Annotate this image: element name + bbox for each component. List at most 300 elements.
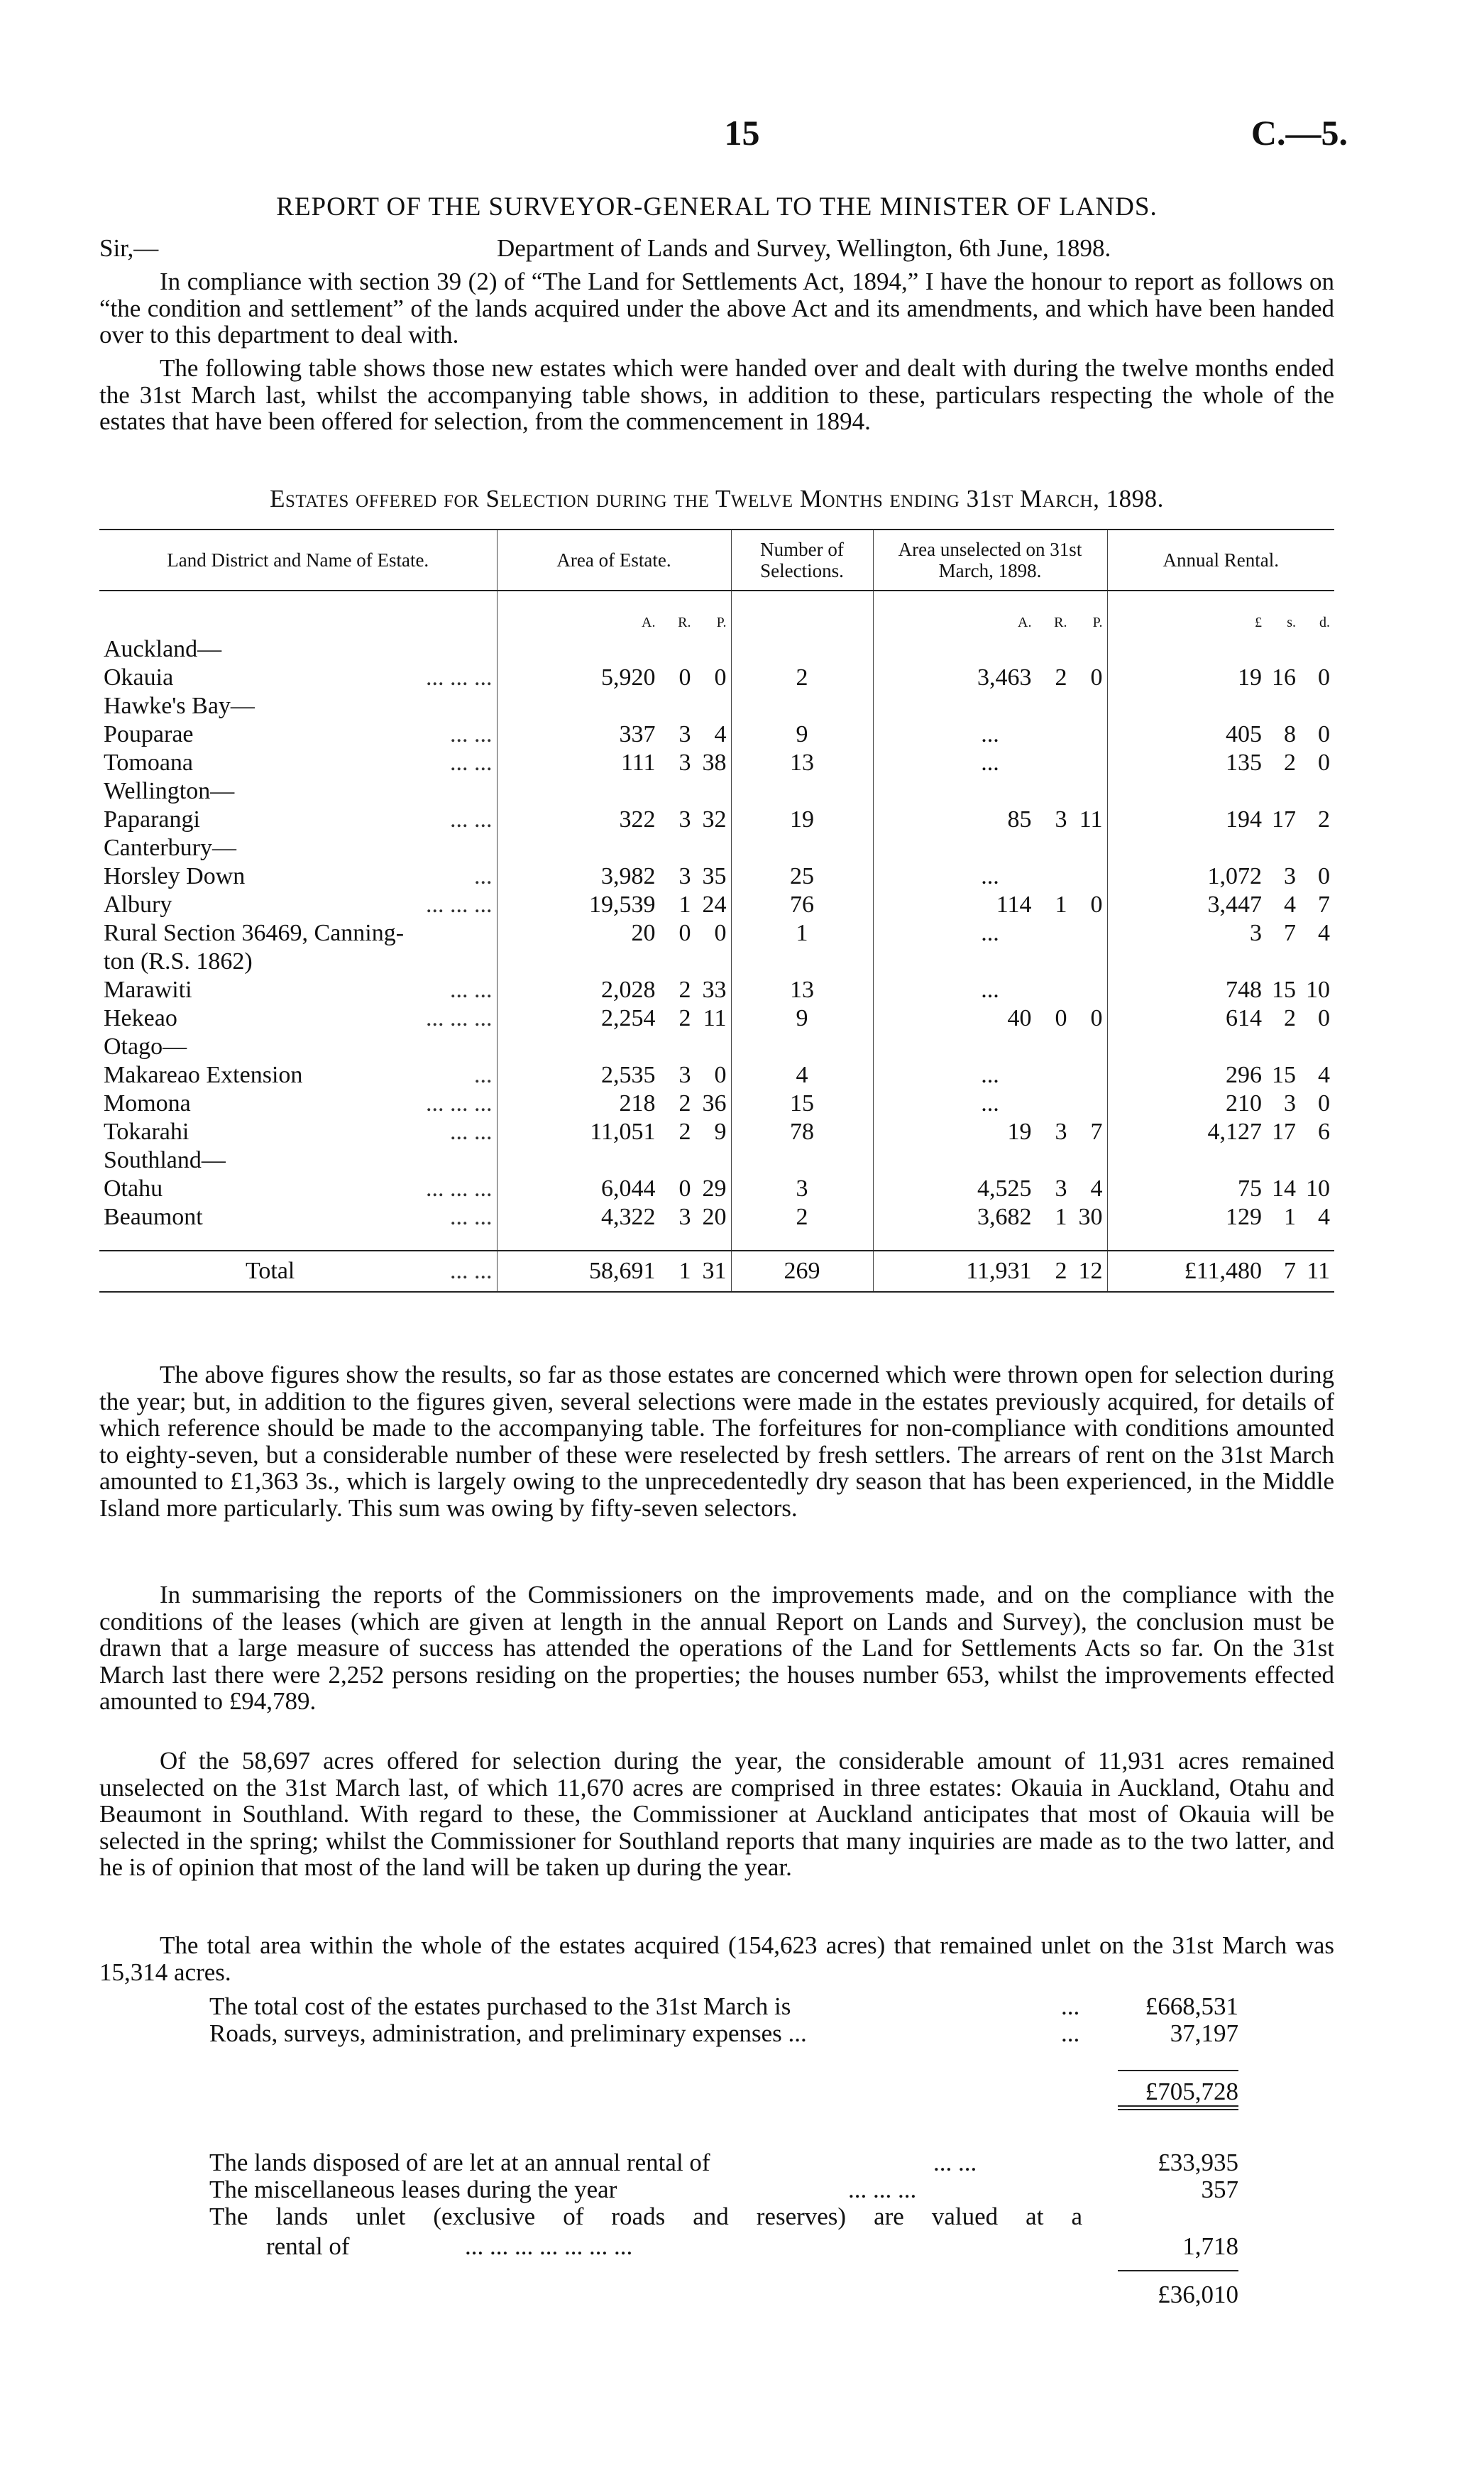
leader-dots: ... ... [450, 806, 493, 833]
estate-name-text: Momona [104, 1090, 191, 1117]
unselected-cell-part: 3,463 [977, 664, 1032, 691]
area-cell [497, 1061, 731, 1090]
unselected-cell-part: 114 [996, 892, 1032, 918]
empty-cell [497, 635, 731, 664]
unselected-cell [873, 1118, 1107, 1146]
rental-label: rental of [266, 2232, 350, 2260]
rental-cell-part: 1 [1284, 1204, 1296, 1230]
rental-dots: ... ... [933, 2149, 977, 2176]
rental-row [209, 2176, 1238, 2203]
total-area-part: 31 [702, 1258, 727, 1284]
rental-cell-part: 748 [1226, 977, 1262, 1003]
area-cell-part: 3 [678, 863, 691, 889]
header-unselected: Area unselected on 31st March, 1898. [873, 530, 1107, 591]
leader-dots: ... ... [450, 750, 493, 776]
table-row [99, 891, 1334, 919]
table-row [99, 1203, 1334, 1232]
area-cell-part: 111 [621, 750, 656, 776]
units-cell [99, 610, 497, 635]
area-cell-part: 0 [714, 664, 727, 691]
area-cell-part: 2,028 [601, 977, 656, 1003]
estate-name [99, 720, 497, 749]
cost-value: 37,197 [1170, 2019, 1238, 2047]
rental-cell-part: 194 [1226, 806, 1262, 833]
rental-cell [1107, 1090, 1334, 1118]
empty-cell [1107, 834, 1334, 862]
empty-cell [731, 834, 873, 862]
area-cell-part: 0 [678, 1175, 691, 1202]
total-unselected [873, 1251, 1107, 1292]
empty-cell [497, 948, 731, 976]
unit-label: A. [1018, 615, 1032, 630]
leader-dots: ... ... [450, 1119, 493, 1145]
district-name [99, 1033, 497, 1061]
area-cell-part: 32 [702, 806, 727, 833]
area-cell-part: 24 [702, 892, 727, 918]
rental-cell-part: 8 [1284, 721, 1296, 747]
total-area [497, 1251, 731, 1292]
spacer-cell [1107, 591, 1334, 610]
rental-cell-part: 14 [1272, 1175, 1296, 1202]
rental-cell-part: 4 [1318, 920, 1330, 946]
unselected-cell-part: 30 [1078, 1204, 1103, 1230]
area-cell-part: 3 [678, 750, 691, 776]
empty-cell [873, 635, 1107, 664]
rental-cell-part: 15 [1272, 977, 1296, 1003]
rental-cell-part: 6 [1318, 1119, 1330, 1145]
unselected-cell-part: 3 [1055, 1119, 1067, 1145]
area-cell [497, 862, 731, 891]
rental-row [209, 2149, 1238, 2176]
empty-cell [1107, 948, 1334, 976]
cost-label: The total cost of the estates purchased to the 31st March is [209, 1992, 791, 2020]
area-cell-part: 19,539 [589, 892, 656, 918]
spacer-cell [497, 591, 731, 610]
empty-cell [873, 834, 1107, 862]
table-row [99, 749, 1334, 777]
area-cell [497, 1090, 731, 1118]
cost-value: £668,531 [1145, 1992, 1238, 2020]
total-area-part: 1 [678, 1258, 691, 1284]
selections-cell: 13 [731, 749, 873, 777]
header-area: Area of Estate. [497, 530, 731, 591]
rental-cell [1107, 1004, 1334, 1033]
rental-cell-part: 296 [1226, 1062, 1262, 1088]
estate-name [99, 1175, 497, 1203]
rental-cell-part: 210 [1226, 1090, 1262, 1117]
estate-name-text: Marawiti [104, 977, 192, 1003]
intro-paragraph-2: The following table shows those new estates which were handed over and dealt with during the twelve months ended the 31st March last, whilst the accompanying table shows, in addition to these, particulars respecting the whole of the estates that have been offered for selection, from the commencement in 1894. [99, 354, 1334, 435]
total-rental-part: 11 [1307, 1258, 1330, 1284]
empty-cell [497, 1033, 731, 1061]
unselected-cell: ... [873, 976, 1107, 1004]
report-title: REPORT OF THE SURVEYOR-GENERAL TO THE MINISTER OF LANDS. [276, 192, 1158, 221]
area-cell-part: 5,920 [601, 664, 656, 691]
header-selections: Number of Selections. [731, 530, 873, 591]
empty-cell [873, 1146, 1107, 1175]
area-cell-part: 4 [714, 721, 727, 747]
body-paragraph-1: The above figures show the results, so far as those estates are concerned which were thrown open for selection during the year; but, in addition to the figures given, several selections were made in the estates previously acquired, for details of which reference should be made to the accompanying table. The forfeitures for non-compliance with conditions amounted to eighty-seven, but a considerable number of these were reselected by fresh settlers. The arrears of rent on the 31st March amounted to £1,363 3s., which is largely owing to the unprecedentedly dry season that has been experienced, in the Middle Island more particularly. This sum was owing by fifty-seven selectors. [99, 1361, 1334, 1522]
unselected-cell-part: 0 [1090, 892, 1103, 918]
rental-cell-part: 75 [1238, 1175, 1262, 1202]
rental-cell-part: 4 [1284, 892, 1296, 918]
table-row [99, 806, 1334, 834]
rental-cell-part: 3 [1284, 1090, 1296, 1117]
selections-cell: 78 [731, 1118, 873, 1146]
empty-cell [873, 1033, 1107, 1061]
estate-name [99, 749, 497, 777]
rental-cell-part: 2 [1318, 806, 1330, 833]
estate-name-text: Otago— [104, 1033, 187, 1060]
area-cell-part: 3 [678, 806, 691, 833]
rental-cell-part: 3 [1284, 863, 1296, 889]
area-cell-part: 3 [678, 1062, 691, 1088]
selections-cell: 3 [731, 1175, 873, 1203]
leader-dots: ... ... ... [426, 1005, 493, 1031]
spacer-cell [1107, 1232, 1334, 1251]
leader-dots: ... ... ... [426, 664, 493, 691]
area-cell [497, 720, 731, 749]
selections-cell: 2 [731, 1203, 873, 1232]
rental-total: £36,010 [1158, 2281, 1238, 2308]
spacer-cell [497, 1232, 731, 1251]
selections-cell: 9 [731, 1004, 873, 1033]
area-cell [497, 664, 731, 692]
spacer-cell [731, 591, 873, 610]
rental-cell-part: 614 [1226, 1005, 1262, 1031]
unselected-cell-part: 0 [1090, 1005, 1103, 1031]
estate-name-text: Makareao Extension [104, 1062, 303, 1088]
table-row [99, 1004, 1334, 1033]
empty-cell [1107, 1033, 1334, 1061]
unselected-cell: ... [873, 862, 1107, 891]
spacer-cell [731, 1232, 873, 1251]
unit-label: R. [678, 615, 691, 630]
area-cell-part: 1 [678, 892, 691, 918]
body-paragraph-3: Of the 58,697 acres offered for selection during the year, the considerable amount of 11,931 acres remained unselected on the 31st March last, of which 11,670 acres are comprised in three estates: Okauia in Auckland, Otahu and Beaumont in Southland. With regard to these, the Commissioner at Auckland anticipates that most of Okauia will be selected in the spring; whilst the Commissioner for Southland reports that many inquiries are made as to the two latter, and he is of opinion that most of the land will be taken up during the year. [99, 1747, 1334, 1881]
estate-name-text: Pouparae [104, 721, 194, 747]
empty-cell [873, 948, 1107, 976]
unselected-cell [873, 891, 1107, 919]
estate-name-text: Horsley Down [104, 863, 246, 889]
area-cell-part: 11 [703, 1005, 727, 1031]
rental-cell-part: 1,072 [1207, 863, 1262, 889]
district-name [99, 1146, 497, 1175]
area-cell-part: 0 [678, 664, 691, 691]
estates-table [99, 529, 1334, 1293]
rental-cell-part: 0 [1318, 863, 1330, 889]
estate-name-text: Auckland— [104, 636, 222, 662]
unselected-cell-part: 2 [1055, 664, 1067, 691]
total-selections: 269 [731, 1251, 873, 1292]
rental-cell-part: 0 [1318, 721, 1330, 747]
empty-cell [1107, 1146, 1334, 1175]
rental-cell-part: 16 [1272, 664, 1296, 691]
units-area [497, 610, 731, 635]
selections-cell: 25 [731, 862, 873, 891]
estate-name [99, 1118, 497, 1146]
header-land-district: Land District and Name of Estate. [99, 530, 497, 591]
table-row [99, 948, 1334, 976]
department-dateline: Department of Lands and Survey, Wellington, 6th June, 1898. [497, 234, 1111, 262]
area-cell-part: 3,982 [601, 863, 656, 889]
rental-dots: ... ... ... ... ... ... ... [465, 2232, 633, 2260]
cost-row [209, 1993, 1238, 2020]
rental-cell-part: 2 [1284, 750, 1296, 776]
units-cell [731, 610, 873, 635]
area-cell-part: 0 [678, 920, 691, 946]
estate-name [99, 806, 497, 834]
cost-dots: ... [1061, 2019, 1080, 2047]
unselected-cell-part: 4 [1090, 1175, 1103, 1202]
unit-label: P. [1092, 615, 1103, 630]
unit-label: A. [642, 615, 656, 630]
total-unselected-part: 11,931 [966, 1258, 1032, 1284]
estate-name-text: Beaumont [104, 1204, 203, 1230]
area-cell-part: 11,051 [590, 1119, 656, 1145]
empty-cell [1107, 777, 1334, 806]
table-row [99, 1175, 1334, 1203]
rental-cell [1107, 806, 1334, 834]
area-cell-part: 2 [678, 1119, 691, 1145]
district-row [99, 635, 1334, 664]
unselected-cell [873, 664, 1107, 692]
estate-name [99, 1004, 497, 1033]
rental-cell-part: 15 [1272, 1062, 1296, 1088]
area-cell-part: 2,254 [601, 1005, 656, 1031]
leader-dots: ... ... [450, 977, 493, 1003]
leader-dots: ... ... [450, 1258, 493, 1284]
spacer-cell [873, 1232, 1107, 1251]
district-name [99, 692, 497, 720]
total-unselected-part: 12 [1078, 1258, 1103, 1284]
district-row [99, 834, 1334, 862]
unselected-cell-part: 7 [1090, 1119, 1103, 1145]
cost-double-rule [1118, 2105, 1238, 2107]
unselected-cell: ... [873, 720, 1107, 749]
empty-cell [873, 692, 1107, 720]
intro-paragraph-1: In compliance with section 39 (2) of “The Land for Settlements Act, 1894,” I have the honour to report as follows on “the condition and settlement” of the lands acquired under the above Act and its amendments, and which have been handed over to this department to deal with. [99, 268, 1334, 349]
area-cell-part: 29 [702, 1175, 727, 1202]
rental-cell [1107, 664, 1334, 692]
estate-name-text: Otahu [104, 1175, 163, 1202]
area-cell-part: 2 [678, 1005, 691, 1031]
empty-cell [731, 692, 873, 720]
empty-cell [731, 635, 873, 664]
area-cell [497, 1203, 731, 1232]
district-name [99, 635, 497, 664]
table-row [99, 919, 1334, 948]
table-header-row [99, 530, 1334, 591]
unselected-cell [873, 806, 1107, 834]
table-caption: Estates offered for Selection during the Twelve Months ending 31st March, 1898. [270, 485, 1164, 512]
rental-cell-part: 0 [1318, 750, 1330, 776]
estate-name-text: Okauia [104, 664, 174, 691]
salutation: Sir,— [99, 234, 159, 262]
unselected-cell-part: 1 [1055, 1204, 1067, 1230]
empty-cell [731, 1146, 873, 1175]
estate-name-text: Albury [104, 892, 172, 918]
area-cell-part: 3 [678, 1204, 691, 1230]
spacer-cell [873, 591, 1107, 610]
area-cell-part: 337 [619, 721, 656, 747]
spacer-cell [99, 591, 497, 610]
leader-dots: ... ... ... [426, 892, 493, 918]
estate-name-text: Tokarahi [104, 1119, 189, 1145]
estate-name [99, 1090, 497, 1118]
area-cell [497, 1004, 731, 1033]
unselected-cell-part: 85 [1007, 806, 1032, 833]
area-cell [497, 919, 731, 948]
selections-cell: 13 [731, 976, 873, 1004]
district-row [99, 1033, 1334, 1061]
rental-rule [1118, 2270, 1238, 2271]
rental-cell-part: 0 [1318, 1005, 1330, 1031]
rental-cell [1107, 1118, 1334, 1146]
selections-cell: 1 [731, 919, 873, 948]
unselected-cell-part: 0 [1090, 664, 1103, 691]
unselected-cell [873, 1175, 1107, 1203]
estate-name [99, 919, 497, 948]
cost-double-rule [1118, 2109, 1238, 2110]
selections-cell: 9 [731, 720, 873, 749]
body-paragraph-4: The total area within the whole of the estates acquired (154,623 acres) that remained unlet on the 31st March was 15,314 acres. [99, 1931, 1334, 1986]
units-rental [1107, 610, 1334, 635]
empty-cell [497, 777, 731, 806]
area-cell-part: 0 [714, 1062, 727, 1088]
unselected-cell-part: 3 [1055, 1175, 1067, 1202]
district-name [99, 834, 497, 862]
cost-dots: ... [1061, 1992, 1080, 2020]
estate-name [99, 976, 497, 1004]
unselected-cell: ... [873, 919, 1107, 948]
rental-cell-part: 19 [1238, 664, 1262, 691]
unit-label: £ [1255, 615, 1262, 630]
empty-cell [497, 1146, 731, 1175]
estate-name-text: ton (R.S. 1862) [104, 948, 253, 975]
estate-name [99, 1061, 497, 1090]
empty-cell [497, 834, 731, 862]
estate-name [99, 862, 497, 891]
total-rental [1107, 1251, 1334, 1292]
table-spacer-row [99, 591, 1334, 610]
estate-name-text: Wellington— [104, 778, 235, 804]
area-cell-part: 6,044 [601, 1175, 656, 1202]
total-label: Total [246, 1258, 295, 1284]
table-row [99, 1090, 1334, 1118]
leader-dots: ... ... ... [426, 1090, 493, 1117]
unselected-cell-part: 1 [1055, 892, 1067, 918]
area-cell-part: 38 [702, 750, 727, 776]
table-spacer-row [99, 1232, 1334, 1251]
area-cell-part: 35 [702, 863, 727, 889]
rental-label: The lands disposed of are let at an annual rental of [209, 2149, 710, 2176]
rental-cell-part: 10 [1306, 977, 1330, 1003]
total-rental-part: 7 [1284, 1258, 1296, 1284]
area-cell-part: 322 [619, 806, 656, 833]
area-cell-part: 2 [678, 977, 691, 1003]
rental-cell-part: 4 [1318, 1204, 1330, 1230]
unit-label: s. [1287, 615, 1296, 630]
estate-name-text: Canterbury— [104, 835, 236, 861]
rental-cell-part: 3,447 [1207, 892, 1262, 918]
unselected-cell-part: 19 [1007, 1119, 1032, 1145]
district-row [99, 692, 1334, 720]
area-cell-part: 3 [678, 721, 691, 747]
rental-cell [1107, 919, 1334, 948]
empty-cell [1107, 635, 1334, 664]
selections-cell: 2 [731, 664, 873, 692]
unselected-cell-part: 11 [1079, 806, 1103, 833]
leader-dots: ... ... [450, 1204, 493, 1230]
cost-total-row [209, 2078, 1238, 2105]
rental-cell [1107, 976, 1334, 1004]
area-cell-part: 33 [702, 977, 727, 1003]
rental-cell-part: 7 [1318, 892, 1330, 918]
area-cell-part: 218 [619, 1090, 656, 1117]
selections-cell: 76 [731, 891, 873, 919]
page-number: 15 [724, 113, 760, 153]
unselected-cell-part: 4,525 [977, 1175, 1032, 1202]
table-row [99, 862, 1334, 891]
unselected-cell-part: 0 [1055, 1005, 1067, 1031]
rental-cell-part: 3 [1250, 920, 1262, 946]
rental-cell [1107, 1203, 1334, 1232]
estate-name-text: Rural Section 36469, Canning- [104, 920, 405, 946]
unselected-cell-part: 3 [1055, 806, 1067, 833]
rental-cell-part: 10 [1306, 1175, 1330, 1202]
table-row [99, 1118, 1334, 1146]
selections-cell: 19 [731, 806, 873, 834]
rental-cell-part: 7 [1284, 920, 1296, 946]
area-cell-part: 20 [631, 920, 656, 946]
leader-dots: ... [474, 1062, 493, 1088]
rental-dots: ... ... ... [848, 2176, 917, 2203]
leader-dots: ... [474, 863, 493, 889]
rental-row [209, 2203, 1238, 2230]
district-row [99, 1146, 1334, 1175]
unit-label: R. [1054, 615, 1067, 630]
total-unselected-part: 2 [1055, 1258, 1067, 1284]
district-name [99, 777, 497, 806]
area-cell-part: 9 [714, 1119, 727, 1145]
cost-summary [209, 1992, 1238, 2105]
rental-cell-part: 17 [1272, 1119, 1296, 1145]
cost-total: £705,728 [1145, 2078, 1238, 2105]
rental-value: £33,935 [1158, 2149, 1238, 2176]
unselected-cell-part: 3,682 [977, 1204, 1032, 1230]
unit-label: d. [1319, 615, 1330, 630]
empty-cell [731, 1033, 873, 1061]
empty-cell [731, 948, 873, 976]
unit-label: P. [716, 615, 727, 630]
rental-cell [1107, 720, 1334, 749]
area-cell-part: 20 [702, 1204, 727, 1230]
estate-name-text: Southland— [104, 1147, 226, 1173]
unselected-cell: ... [873, 1090, 1107, 1118]
table-row [99, 1061, 1334, 1090]
area-cell-part: 2,535 [601, 1062, 656, 1088]
table-units-row [99, 610, 1334, 635]
rental-cell [1107, 862, 1334, 891]
unselected-cell-part: 40 [1007, 1005, 1032, 1031]
rental-cell-part: 405 [1226, 721, 1262, 747]
empty-cell [1107, 692, 1334, 720]
area-cell [497, 976, 731, 1004]
table-row [99, 976, 1334, 1004]
leader-dots: ... ... [450, 721, 493, 747]
estate-name [99, 664, 497, 692]
